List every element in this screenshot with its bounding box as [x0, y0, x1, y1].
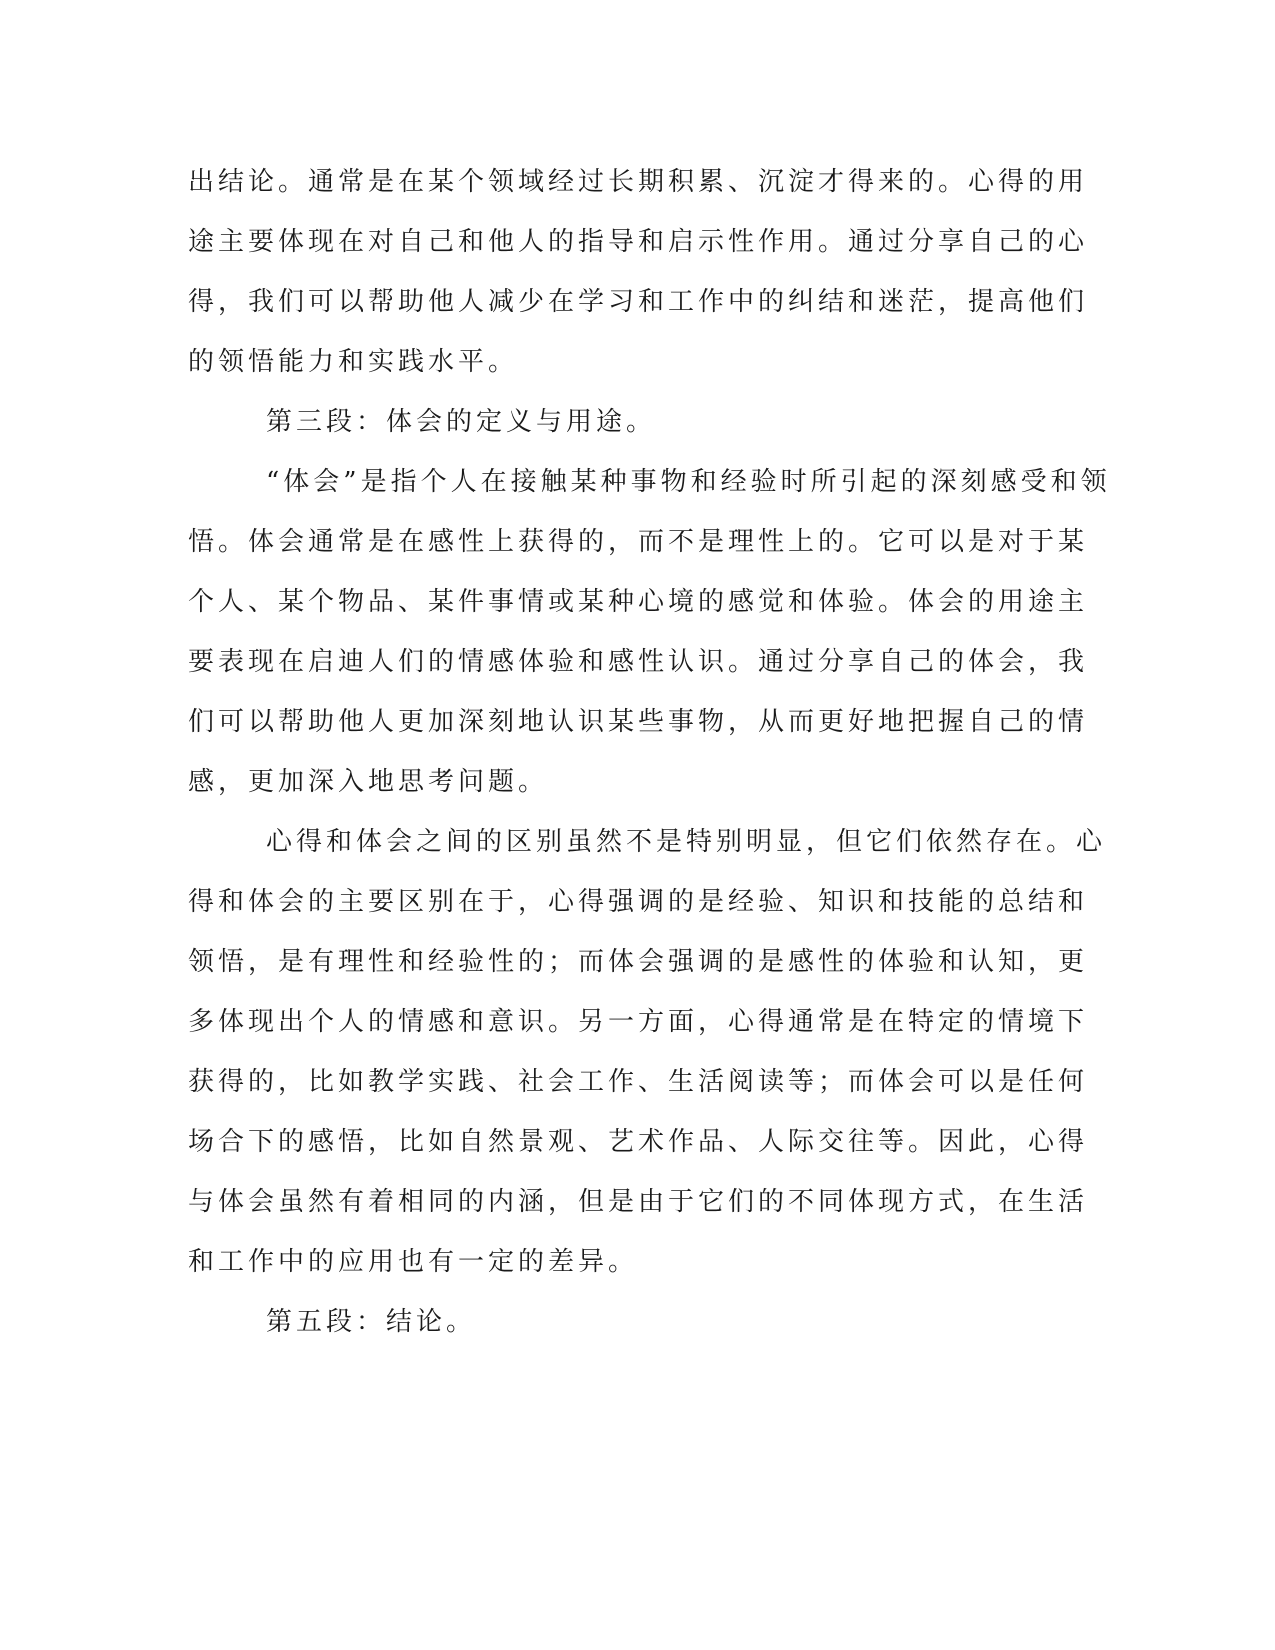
text-line: 心得和体会之间的区别虽然不是特别明显，但它们依然存在。心: [266, 827, 1107, 857]
paragraph-definition-of-tihui: [188, 462, 1111, 822]
heading-line: 第三段：体会的定义与用途。: [266, 407, 657, 437]
text-line: 个人、某个物品、某件事情或某种心境的感觉和体验。体会的用途主: [188, 587, 1089, 617]
text-line: 感，更加深入地思考问题。: [188, 767, 549, 797]
section-heading-3: [188, 402, 1068, 462]
text-line: 出结论。通常是在某个领域经过长期积累、沉淀才得来的。心得的用: [188, 167, 1089, 197]
heading-line: 第五段：结论。: [266, 1307, 477, 1337]
text-line: 的领悟能力和实践水平。: [188, 347, 519, 377]
paragraph-continuation: [188, 162, 1089, 402]
text-line: 悟。体会通常是在感性上获得的，而不是理性上的。它可以是对于某: [188, 527, 1089, 557]
section-heading-5: [188, 1302, 1068, 1362]
text-line: 要表现在启迪人们的情感体验和感性认识。通过分享自己的体会，我: [188, 647, 1089, 677]
text-line: 多体现出个人的情感和意识。另一方面，心得通常是在特定的情境下: [188, 1007, 1089, 1037]
text-line: 途主要体现在对自己和他人的指导和启示性作用。通过分享自己的心: [188, 227, 1089, 257]
text-line: 和工作中的应用也有一定的差异。: [188, 1247, 639, 1277]
text-line: “体会”是指个人在接触某种事物和经验时所引起的深刻感受和领: [266, 467, 1111, 497]
text-line: 获得的，比如教学实践、社会工作、生活阅读等；而体会可以是任何: [188, 1067, 1089, 1097]
text-line: 场合下的感悟，比如自然景观、艺术作品、人际交往等。因此，心得: [188, 1127, 1089, 1157]
text-line: 与体会虽然有着相同的内涵，但是由于它们的不同体现方式，在生活: [188, 1187, 1089, 1217]
paragraph-difference: [188, 822, 1107, 1302]
document-body: [188, 162, 1111, 1362]
text-line: 得，我们可以帮助他人减少在学习和工作中的纠结和迷茫，提高他们: [188, 287, 1089, 317]
text-line: 得和体会的主要区别在于，心得强调的是经验、知识和技能的总结和: [188, 887, 1089, 917]
text-line: 领悟，是有理性和经验性的；而体会强调的是感性的体验和认知，更: [188, 947, 1089, 977]
text-line: 们可以帮助他人更加深刻地认识某些事物，从而更好地把握自己的情: [188, 707, 1089, 737]
